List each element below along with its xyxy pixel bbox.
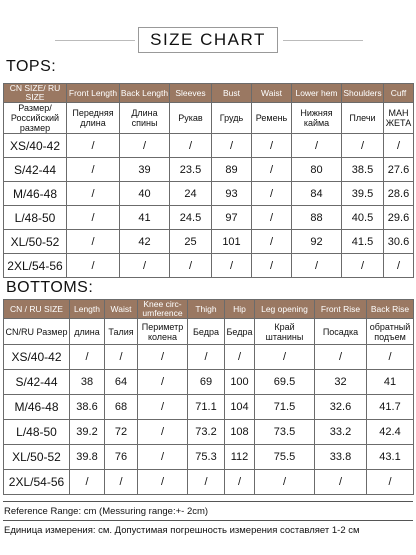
table-cell: 80 — [292, 158, 342, 182]
table-cell: 71.1 — [188, 395, 225, 420]
column-header: CN / RU SIZE — [4, 300, 70, 319]
table-cell: 108 — [225, 420, 255, 445]
table-cell: / — [342, 134, 384, 158]
table-row — [4, 206, 414, 230]
size-cell: XL/50-52 — [4, 230, 67, 254]
table-cell: 92 — [292, 230, 342, 254]
bottoms-ru-header-row — [4, 319, 414, 345]
column-header: Hip — [225, 300, 255, 319]
table-cell: 100 — [225, 370, 255, 395]
size-cell: M/46-48 — [4, 395, 70, 420]
table-cell: 30.6 — [384, 230, 414, 254]
table-cell: 71.5 — [255, 395, 315, 420]
table-cell: 39 — [120, 158, 170, 182]
page-header — [0, 0, 416, 55]
table-row — [4, 470, 414, 495]
column-header: CN SIZE/ RU SIZE — [4, 84, 67, 103]
table-cell: 32.6 — [315, 395, 367, 420]
table-cell: 97 — [212, 206, 252, 230]
column-header: Back Length — [120, 84, 170, 103]
column-header: Bust — [212, 84, 252, 103]
bottoms-size-table — [3, 299, 414, 495]
column-header: Shoulders — [342, 84, 384, 103]
ru-column-header: МАН ЖЕТА — [384, 103, 414, 134]
column-header: Length — [70, 300, 105, 319]
reference-note: Reference Range: cm (Messuring range:+- 2cm) — [4, 506, 209, 517]
ru-column-header: Грудь — [212, 103, 252, 134]
table-cell: / — [252, 134, 292, 158]
table-cell: / — [67, 134, 120, 158]
table-cell: 39.5 — [342, 182, 384, 206]
size-cell: XS/40-42 — [4, 134, 67, 158]
table-cell: / — [188, 345, 225, 370]
table-row — [4, 182, 414, 206]
table-cell: / — [255, 470, 315, 495]
table-cell: 40 — [120, 182, 170, 206]
size-cell: L/48-50 — [4, 420, 70, 445]
table-cell: 42.4 — [367, 420, 414, 445]
table-cell: 38.5 — [342, 158, 384, 182]
table-cell: 39.8 — [70, 445, 105, 470]
table-cell: 73.2 — [188, 420, 225, 445]
size-cell: S/42-44 — [4, 370, 70, 395]
ru-column-header: Бедра — [225, 319, 255, 345]
ru-column-header: Талия — [105, 319, 138, 345]
table-cell: / — [170, 134, 212, 158]
table-cell: 93 — [212, 182, 252, 206]
ru-column-header: Периметр колена — [138, 319, 188, 345]
table-cell: / — [67, 230, 120, 254]
table-row — [4, 254, 414, 278]
table-cell: / — [67, 158, 120, 182]
ru-column-header: CN/RU Размер — [4, 319, 70, 345]
table-cell: / — [292, 134, 342, 158]
bottoms-section-title: BOTTOMS: — [6, 279, 94, 296]
column-header: Back Rise — [367, 300, 414, 319]
size-cell: 2XL/54-56 — [4, 470, 70, 495]
ru-reference-note: Единица измерения: см. Допустимая погрешность измерения составляет 1-2 см — [4, 525, 360, 536]
table-cell: / — [225, 470, 255, 495]
table-cell: / — [367, 470, 414, 495]
ru-column-header: Длина спины — [120, 103, 170, 134]
table-cell: / — [67, 182, 120, 206]
table-cell: / — [342, 254, 384, 278]
table-cell: 75.3 — [188, 445, 225, 470]
table-cell: 72 — [105, 420, 138, 445]
ru-column-header: Край штанины — [255, 319, 315, 345]
table-cell: / — [120, 254, 170, 278]
column-header: Sleeves — [170, 84, 212, 103]
table-cell: 69 — [188, 370, 225, 395]
table-cell: / — [120, 134, 170, 158]
column-header: Cuff — [384, 84, 414, 103]
table-cell: / — [138, 395, 188, 420]
table-row — [4, 158, 414, 182]
table-cell: 73.5 — [255, 420, 315, 445]
table-cell: 75.5 — [255, 445, 315, 470]
column-header: Front Length — [67, 84, 120, 103]
table-cell: / — [105, 470, 138, 495]
table-cell: / — [315, 345, 367, 370]
table-cell: / — [212, 134, 252, 158]
table-cell: 24 — [170, 182, 212, 206]
table-cell: / — [384, 134, 414, 158]
table-cell: / — [170, 254, 212, 278]
table-cell: 43.1 — [367, 445, 414, 470]
ru-column-header: Рукав — [170, 103, 212, 134]
table-cell: 38.6 — [70, 395, 105, 420]
table-cell: 76 — [105, 445, 138, 470]
table-cell: / — [252, 254, 292, 278]
table-cell: 68 — [105, 395, 138, 420]
size-cell: S/42-44 — [4, 158, 67, 182]
column-header: Thigh — [188, 300, 225, 319]
page-title: SIZE CHART — [138, 27, 278, 53]
table-cell: 41 — [367, 370, 414, 395]
table-cell: 89 — [212, 158, 252, 182]
table-cell: 38 — [70, 370, 105, 395]
title-divider-left — [55, 40, 135, 41]
table-cell: / — [292, 254, 342, 278]
column-header: Waist — [252, 84, 292, 103]
table-cell: 84 — [292, 182, 342, 206]
table-cell: 24.5 — [170, 206, 212, 230]
table-cell: 23.5 — [170, 158, 212, 182]
table-cell: 25 — [170, 230, 212, 254]
title-divider-right — [283, 40, 363, 41]
table-cell: 40.5 — [342, 206, 384, 230]
table-cell: 104 — [225, 395, 255, 420]
ru-column-header: Размер/ Российский размер — [4, 103, 67, 134]
table-cell: 101 — [212, 230, 252, 254]
table-cell: / — [252, 230, 292, 254]
tops-ru-header-row — [4, 103, 414, 134]
table-cell: 33.2 — [315, 420, 367, 445]
table-cell: 41.7 — [367, 395, 414, 420]
table-cell: / — [255, 345, 315, 370]
table-cell: 69.5 — [255, 370, 315, 395]
table-cell: / — [212, 254, 252, 278]
table-row — [4, 370, 414, 395]
table-cell: 27.6 — [384, 158, 414, 182]
table-cell: / — [252, 182, 292, 206]
table-cell: 33.8 — [315, 445, 367, 470]
table-cell: / — [138, 470, 188, 495]
table-cell: / — [315, 470, 367, 495]
ru-column-header: Бедра — [188, 319, 225, 345]
table-cell: / — [252, 206, 292, 230]
table-row — [4, 134, 414, 158]
column-header: Waist — [105, 300, 138, 319]
table-row — [4, 345, 414, 370]
table-cell: / — [252, 158, 292, 182]
tops-header-row — [4, 84, 414, 103]
column-header: Lower hem — [292, 84, 342, 103]
table-cell: / — [70, 345, 105, 370]
table-cell: 39.2 — [70, 420, 105, 445]
bottoms-header-row — [4, 300, 414, 319]
table-row — [4, 420, 414, 445]
table-cell: / — [67, 254, 120, 278]
footer-divider — [3, 501, 413, 502]
table-cell: 64 — [105, 370, 138, 395]
table-cell: / — [384, 254, 414, 278]
ru-column-header: Посадка — [315, 319, 367, 345]
table-cell: / — [225, 345, 255, 370]
table-cell: / — [105, 345, 138, 370]
table-cell: 41 — [120, 206, 170, 230]
tops-section-title: TOPS: — [6, 58, 57, 75]
table-row — [4, 395, 414, 420]
table-cell: / — [138, 420, 188, 445]
table-cell: 28.6 — [384, 182, 414, 206]
size-cell: XL/50-52 — [4, 445, 70, 470]
table-cell: / — [138, 445, 188, 470]
table-cell: / — [138, 370, 188, 395]
table-row — [4, 230, 414, 254]
ru-column-header: длина — [70, 319, 105, 345]
table-cell: / — [67, 206, 120, 230]
column-header: Knee circ-umference — [138, 300, 188, 319]
size-cell: M/46-48 — [4, 182, 67, 206]
table-cell: / — [70, 470, 105, 495]
tops-size-table — [3, 83, 414, 278]
column-header: Leg opening — [255, 300, 315, 319]
size-cell: XS/40-42 — [4, 345, 70, 370]
table-cell: / — [367, 345, 414, 370]
table-cell: 88 — [292, 206, 342, 230]
table-cell: / — [188, 470, 225, 495]
footer-divider — [3, 520, 413, 521]
ru-column-header: обратный подъем — [367, 319, 414, 345]
size-cell: 2XL/54-56 — [4, 254, 67, 278]
column-header: Front Rise — [315, 300, 367, 319]
table-cell: / — [138, 345, 188, 370]
table-cell: 41.5 — [342, 230, 384, 254]
ru-column-header: Передняя длина — [67, 103, 120, 134]
table-cell: 32 — [315, 370, 367, 395]
ru-column-header: Ремень — [252, 103, 292, 134]
table-row — [4, 445, 414, 470]
table-cell: 42 — [120, 230, 170, 254]
size-cell: L/48-50 — [4, 206, 67, 230]
table-cell: 112 — [225, 445, 255, 470]
table-cell: 29.6 — [384, 206, 414, 230]
ru-column-header: Плечи — [342, 103, 384, 134]
ru-column-header: Нижняя кайма — [292, 103, 342, 134]
